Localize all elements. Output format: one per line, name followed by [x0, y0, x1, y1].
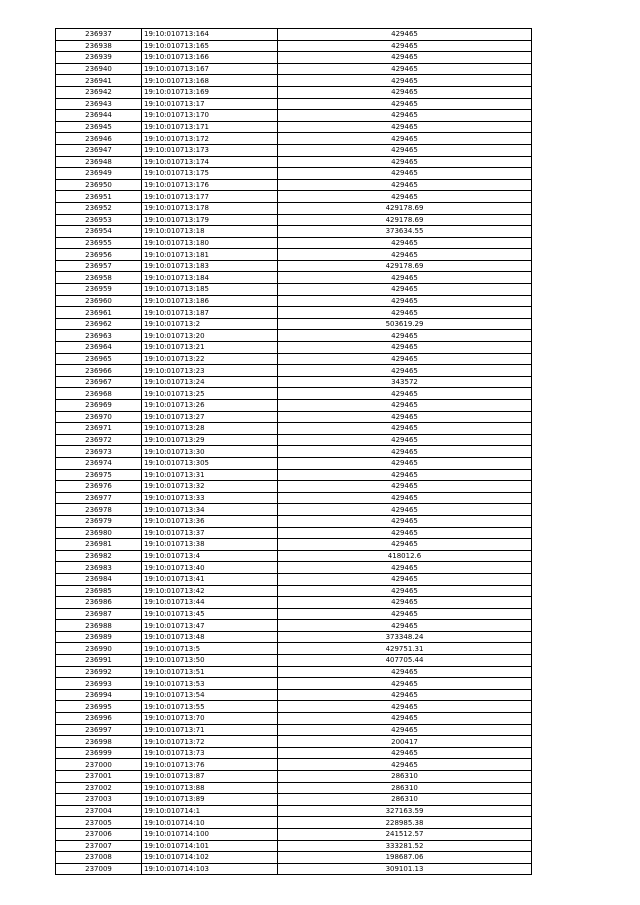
value-cell: 429465	[278, 40, 532, 52]
row-id-cell: 236982	[56, 550, 142, 562]
value-cell: 429465	[278, 423, 532, 435]
cadastral-number-cell: 19:10:010713:29	[142, 434, 278, 446]
cadastral-number-cell: 19:10:010713:169	[142, 86, 278, 98]
cadastral-number-cell: 19:10:010713:179	[142, 214, 278, 226]
table-row	[56, 655, 532, 667]
row-id-cell: 236944	[56, 110, 142, 122]
table-row	[56, 562, 532, 574]
cadastral-number-cell: 19:10:010713:172	[142, 133, 278, 145]
table-row	[56, 63, 532, 75]
cadastral-number-cell: 19:10:010713:38	[142, 539, 278, 551]
value-cell: 429465	[278, 191, 532, 203]
value-cell: 286310	[278, 771, 532, 783]
row-id-cell: 236979	[56, 515, 142, 527]
row-id-cell: 236993	[56, 678, 142, 690]
table-row	[56, 168, 532, 180]
table-row	[56, 40, 532, 52]
cadastral-number-cell: 19:10:010713:88	[142, 782, 278, 794]
value-cell: 429465	[278, 620, 532, 632]
table-row	[56, 121, 532, 133]
row-id-cell: 236985	[56, 585, 142, 597]
cadastral-number-cell: 19:10:010713:41	[142, 573, 278, 585]
table-row	[56, 643, 532, 655]
row-id-cell: 236962	[56, 318, 142, 330]
cadastral-number-cell: 19:10:010713:176	[142, 179, 278, 191]
value-cell: 429751.31	[278, 643, 532, 655]
value-cell: 241512.57	[278, 828, 532, 840]
value-cell: 286310	[278, 782, 532, 794]
table-row	[56, 492, 532, 504]
table-row	[56, 29, 532, 41]
value-cell: 429465	[278, 75, 532, 87]
cadastral-number-cell: 19:10:010713:21	[142, 342, 278, 354]
table-row	[56, 597, 532, 609]
cadastral-number-cell: 19:10:010713:42	[142, 585, 278, 597]
value-cell: 373348.24	[278, 631, 532, 643]
table-row	[56, 144, 532, 156]
row-id-cell: 236984	[56, 573, 142, 585]
row-id-cell: 236981	[56, 539, 142, 551]
table-row	[56, 342, 532, 354]
row-id-cell: 236953	[56, 214, 142, 226]
cadastral-number-cell: 19:10:010713:170	[142, 110, 278, 122]
row-id-cell: 237005	[56, 817, 142, 829]
cadastral-number-cell: 19:10:010713:186	[142, 295, 278, 307]
cadastral-number-cell: 19:10:010713:53	[142, 678, 278, 690]
row-id-cell: 236960	[56, 295, 142, 307]
table-row	[56, 330, 532, 342]
cadastral-number-cell: 19:10:010714:1	[142, 805, 278, 817]
table-row	[56, 191, 532, 203]
cadastral-number-cell: 19:10:010714:102	[142, 852, 278, 864]
row-id-cell: 236980	[56, 527, 142, 539]
table-row	[56, 226, 532, 238]
cadastral-number-cell: 19:10:010713:40	[142, 562, 278, 574]
value-cell: 429465	[278, 400, 532, 412]
value-cell: 429465	[278, 608, 532, 620]
cadastral-number-cell: 19:10:010713:171	[142, 121, 278, 133]
table-row	[56, 550, 532, 562]
value-cell: 429465	[278, 678, 532, 690]
value-cell: 503619.29	[278, 318, 532, 330]
table-row	[56, 423, 532, 435]
value-cell: 429465	[278, 724, 532, 736]
row-id-cell: 236955	[56, 237, 142, 249]
cadastral-number-cell: 19:10:010713:50	[142, 655, 278, 667]
row-id-cell: 236970	[56, 411, 142, 423]
row-id-cell: 237000	[56, 759, 142, 771]
cadastral-number-cell: 19:10:010713:28	[142, 423, 278, 435]
table-row	[56, 852, 532, 864]
cadastral-number-cell: 19:10:010713:22	[142, 353, 278, 365]
table-row	[56, 98, 532, 110]
table-row	[56, 249, 532, 261]
cadastral-number-cell: 19:10:010713:185	[142, 284, 278, 296]
row-id-cell: 236940	[56, 63, 142, 75]
row-id-cell: 236991	[56, 655, 142, 667]
row-id-cell: 236941	[56, 75, 142, 87]
row-id-cell: 236992	[56, 666, 142, 678]
cadastral-number-cell: 19:10:010713:31	[142, 469, 278, 481]
table-row	[56, 504, 532, 516]
cadastral-number-cell: 19:10:010713:173	[142, 144, 278, 156]
value-cell: 418012.6	[278, 550, 532, 562]
value-cell: 429465	[278, 365, 532, 377]
table-row	[56, 434, 532, 446]
value-cell: 286310	[278, 794, 532, 806]
row-id-cell: 236995	[56, 701, 142, 713]
value-cell: 429465	[278, 353, 532, 365]
cadastral-number-cell: 19:10:010713:89	[142, 794, 278, 806]
cadastral-number-cell: 19:10:010713:26	[142, 400, 278, 412]
cadastral-number-cell: 19:10:010713:305	[142, 457, 278, 469]
row-id-cell: 236972	[56, 434, 142, 446]
table-row	[56, 713, 532, 725]
value-cell: 429465	[278, 249, 532, 261]
value-cell: 429178.69	[278, 202, 532, 214]
row-id-cell: 236987	[56, 608, 142, 620]
row-id-cell: 236964	[56, 342, 142, 354]
row-id-cell: 236937	[56, 29, 142, 41]
table-row	[56, 272, 532, 284]
cadastral-number-cell: 19:10:010713:72	[142, 736, 278, 748]
value-cell: 429465	[278, 86, 532, 98]
row-id-cell: 236977	[56, 492, 142, 504]
value-cell: 429465	[278, 713, 532, 725]
table-row	[56, 539, 532, 551]
value-cell: 429465	[278, 747, 532, 759]
value-cell: 200417	[278, 736, 532, 748]
table-row	[56, 573, 532, 585]
value-cell: 429465	[278, 52, 532, 64]
table-row	[56, 318, 532, 330]
value-cell: 429465	[278, 492, 532, 504]
table-row	[56, 701, 532, 713]
table-row	[56, 794, 532, 806]
cadastral-number-cell: 19:10:010713:164	[142, 29, 278, 41]
value-cell: 429465	[278, 29, 532, 41]
value-cell: 429178.69	[278, 260, 532, 272]
row-id-cell: 236951	[56, 191, 142, 203]
value-cell: 429465	[278, 539, 532, 551]
cadastral-number-cell: 19:10:010713:44	[142, 597, 278, 609]
table-row	[56, 805, 532, 817]
table-row	[56, 365, 532, 377]
cadastral-number-cell: 19:10:010713:34	[142, 504, 278, 516]
cadastral-number-cell: 19:10:010713:23	[142, 365, 278, 377]
value-cell: 429465	[278, 98, 532, 110]
row-id-cell: 236961	[56, 307, 142, 319]
value-cell: 429465	[278, 434, 532, 446]
table-row	[56, 75, 532, 87]
table-row	[56, 666, 532, 678]
cadastral-number-cell: 19:10:010714:10	[142, 817, 278, 829]
value-cell: 429465	[278, 121, 532, 133]
cadastral-number-cell: 19:10:010713:181	[142, 249, 278, 261]
table-row	[56, 631, 532, 643]
row-id-cell: 236948	[56, 156, 142, 168]
row-id-cell: 236974	[56, 457, 142, 469]
table-row	[56, 689, 532, 701]
value-cell: 429465	[278, 284, 532, 296]
value-cell: 429465	[278, 110, 532, 122]
cadastral-number-cell: 19:10:010713:184	[142, 272, 278, 284]
table-row	[56, 214, 532, 226]
value-cell: 429465	[278, 330, 532, 342]
table-body	[56, 29, 532, 875]
row-id-cell: 236994	[56, 689, 142, 701]
value-cell: 429465	[278, 411, 532, 423]
row-id-cell: 236997	[56, 724, 142, 736]
table-row	[56, 86, 532, 98]
row-id-cell: 236996	[56, 713, 142, 725]
cadastral-number-cell: 19:10:010713:168	[142, 75, 278, 87]
table-row	[56, 295, 532, 307]
value-cell: 429465	[278, 63, 532, 75]
row-id-cell: 236969	[56, 400, 142, 412]
cadastral-number-cell: 19:10:010713:187	[142, 307, 278, 319]
value-cell: 429465	[278, 179, 532, 191]
cadastral-number-cell: 19:10:010713:37	[142, 527, 278, 539]
value-cell: 429465	[278, 469, 532, 481]
table-row	[56, 828, 532, 840]
value-cell: 429465	[278, 759, 532, 771]
value-cell: 429465	[278, 307, 532, 319]
cadastral-number-cell: 19:10:010713:73	[142, 747, 278, 759]
row-id-cell: 236976	[56, 481, 142, 493]
value-cell: 198687.06	[278, 852, 532, 864]
row-id-cell: 236938	[56, 40, 142, 52]
row-id-cell: 236973	[56, 446, 142, 458]
table-row	[56, 863, 532, 875]
cadastral-number-cell: 19:10:010713:76	[142, 759, 278, 771]
cadastral-number-cell: 19:10:010713:27	[142, 411, 278, 423]
value-cell: 429465	[278, 701, 532, 713]
table-row	[56, 133, 532, 145]
cadastral-number-cell: 19:10:010713:87	[142, 771, 278, 783]
cadastral-number-cell: 19:10:010713:30	[142, 446, 278, 458]
cadastral-number-cell: 19:10:010713:18	[142, 226, 278, 238]
table-row	[56, 771, 532, 783]
table-row	[56, 446, 532, 458]
row-id-cell: 236965	[56, 353, 142, 365]
table-row	[56, 747, 532, 759]
row-id-cell: 237003	[56, 794, 142, 806]
table-row	[56, 353, 532, 365]
value-cell: 429465	[278, 562, 532, 574]
cadastral-number-cell: 19:10:010713:175	[142, 168, 278, 180]
row-id-cell: 237001	[56, 771, 142, 783]
row-id-cell: 236990	[56, 643, 142, 655]
row-id-cell: 237002	[56, 782, 142, 794]
row-id-cell: 236968	[56, 388, 142, 400]
cadastral-number-cell: 19:10:010713:36	[142, 515, 278, 527]
cadastral-number-cell: 19:10:010713:167	[142, 63, 278, 75]
row-id-cell: 236943	[56, 98, 142, 110]
cadastral-number-cell: 19:10:010713:2	[142, 318, 278, 330]
row-id-cell: 236956	[56, 249, 142, 261]
value-cell: 327163.59	[278, 805, 532, 817]
row-id-cell: 236939	[56, 52, 142, 64]
table-row	[56, 724, 532, 736]
value-cell: 343572	[278, 376, 532, 388]
row-id-cell: 236958	[56, 272, 142, 284]
table-row	[56, 481, 532, 493]
cadastral-number-cell: 19:10:010713:33	[142, 492, 278, 504]
row-id-cell: 236988	[56, 620, 142, 632]
row-id-cell: 237004	[56, 805, 142, 817]
row-id-cell: 237008	[56, 852, 142, 864]
table-row	[56, 527, 532, 539]
cadastral-number-cell: 19:10:010713:71	[142, 724, 278, 736]
cadastral-number-cell: 19:10:010713:17	[142, 98, 278, 110]
table-row	[56, 678, 532, 690]
table-row	[56, 110, 532, 122]
row-id-cell: 236998	[56, 736, 142, 748]
cadastral-number-cell: 19:10:010713:54	[142, 689, 278, 701]
cadastral-number-cell: 19:10:010714:100	[142, 828, 278, 840]
row-id-cell: 237009	[56, 863, 142, 875]
table-row	[56, 179, 532, 191]
row-id-cell: 236946	[56, 133, 142, 145]
value-cell: 407705.44	[278, 655, 532, 667]
value-cell: 333281.52	[278, 840, 532, 852]
cadastral-number-cell: 19:10:010713:70	[142, 713, 278, 725]
value-cell: 429465	[278, 515, 532, 527]
row-id-cell: 236949	[56, 168, 142, 180]
table-row	[56, 237, 532, 249]
row-id-cell: 236978	[56, 504, 142, 516]
table-row	[56, 620, 532, 632]
table-row	[56, 782, 532, 794]
value-cell: 429465	[278, 133, 532, 145]
value-cell: 429465	[278, 156, 532, 168]
value-cell: 429465	[278, 237, 532, 249]
cadastral-number-cell: 19:10:010713:5	[142, 643, 278, 655]
cadastral-number-cell: 19:10:010714:101	[142, 840, 278, 852]
table-row	[56, 585, 532, 597]
cadastral-number-cell: 19:10:010713:4	[142, 550, 278, 562]
row-id-cell: 237007	[56, 840, 142, 852]
cadastral-number-cell: 19:10:010713:166	[142, 52, 278, 64]
table-row	[56, 457, 532, 469]
value-cell: 429465	[278, 689, 532, 701]
row-id-cell: 236942	[56, 86, 142, 98]
table-row	[56, 817, 532, 829]
row-id-cell: 237006	[56, 828, 142, 840]
cadastral-number-cell: 19:10:010713:165	[142, 40, 278, 52]
cadastral-number-cell: 19:10:010713:25	[142, 388, 278, 400]
row-id-cell: 236959	[56, 284, 142, 296]
table-row	[56, 736, 532, 748]
value-cell: 228985.38	[278, 817, 532, 829]
row-id-cell: 236971	[56, 423, 142, 435]
row-id-cell: 236975	[56, 469, 142, 481]
table-row	[56, 307, 532, 319]
table-row	[56, 52, 532, 64]
table-row	[56, 388, 532, 400]
row-id-cell: 236983	[56, 562, 142, 574]
row-id-cell: 236954	[56, 226, 142, 238]
value-cell: 429465	[278, 597, 532, 609]
cadastral-number-cell: 19:10:010713:174	[142, 156, 278, 168]
data-table	[55, 28, 532, 875]
value-cell: 373634.55	[278, 226, 532, 238]
row-id-cell: 236967	[56, 376, 142, 388]
row-id-cell: 236945	[56, 121, 142, 133]
row-id-cell: 236966	[56, 365, 142, 377]
cadastral-number-cell: 19:10:010713:32	[142, 481, 278, 493]
row-id-cell: 236950	[56, 179, 142, 191]
value-cell: 429178.69	[278, 214, 532, 226]
cadastral-number-cell: 19:10:010713:177	[142, 191, 278, 203]
cadastral-number-cell: 19:10:010713:48	[142, 631, 278, 643]
table-row	[56, 469, 532, 481]
row-id-cell: 236989	[56, 631, 142, 643]
row-id-cell: 236957	[56, 260, 142, 272]
cadastral-number-cell: 19:10:010713:45	[142, 608, 278, 620]
cadastral-number-cell: 19:10:010713:178	[142, 202, 278, 214]
table-row	[56, 840, 532, 852]
table-row	[56, 156, 532, 168]
value-cell: 429465	[278, 446, 532, 458]
cadastral-number-cell: 19:10:010713:180	[142, 237, 278, 249]
cadastral-number-cell: 19:10:010713:55	[142, 701, 278, 713]
table-row	[56, 515, 532, 527]
row-id-cell: 236986	[56, 597, 142, 609]
table-row	[56, 260, 532, 272]
value-cell: 429465	[278, 504, 532, 516]
row-id-cell: 236963	[56, 330, 142, 342]
value-cell: 429465	[278, 144, 532, 156]
value-cell: 429465	[278, 342, 532, 354]
row-id-cell: 236952	[56, 202, 142, 214]
value-cell: 429465	[278, 573, 532, 585]
row-id-cell: 236947	[56, 144, 142, 156]
value-cell: 429465	[278, 272, 532, 284]
value-cell: 429465	[278, 585, 532, 597]
cadastral-number-cell: 19:10:010713:47	[142, 620, 278, 632]
value-cell: 429465	[278, 527, 532, 539]
table-row	[56, 400, 532, 412]
row-id-cell: 236999	[56, 747, 142, 759]
value-cell: 429465	[278, 666, 532, 678]
table-row	[56, 202, 532, 214]
cadastral-number-cell: 19:10:010714:103	[142, 863, 278, 875]
cadastral-number-cell: 19:10:010713:51	[142, 666, 278, 678]
cadastral-number-cell: 19:10:010713:20	[142, 330, 278, 342]
table-row	[56, 284, 532, 296]
table-row	[56, 411, 532, 423]
table-row	[56, 608, 532, 620]
cadastral-number-cell: 19:10:010713:24	[142, 376, 278, 388]
value-cell: 429465	[278, 481, 532, 493]
value-cell: 429465	[278, 388, 532, 400]
value-cell: 429465	[278, 295, 532, 307]
table-row	[56, 376, 532, 388]
table-row	[56, 759, 532, 771]
value-cell: 429465	[278, 457, 532, 469]
cadastral-number-cell: 19:10:010713:183	[142, 260, 278, 272]
value-cell: 429465	[278, 168, 532, 180]
value-cell: 309101.13	[278, 863, 532, 875]
